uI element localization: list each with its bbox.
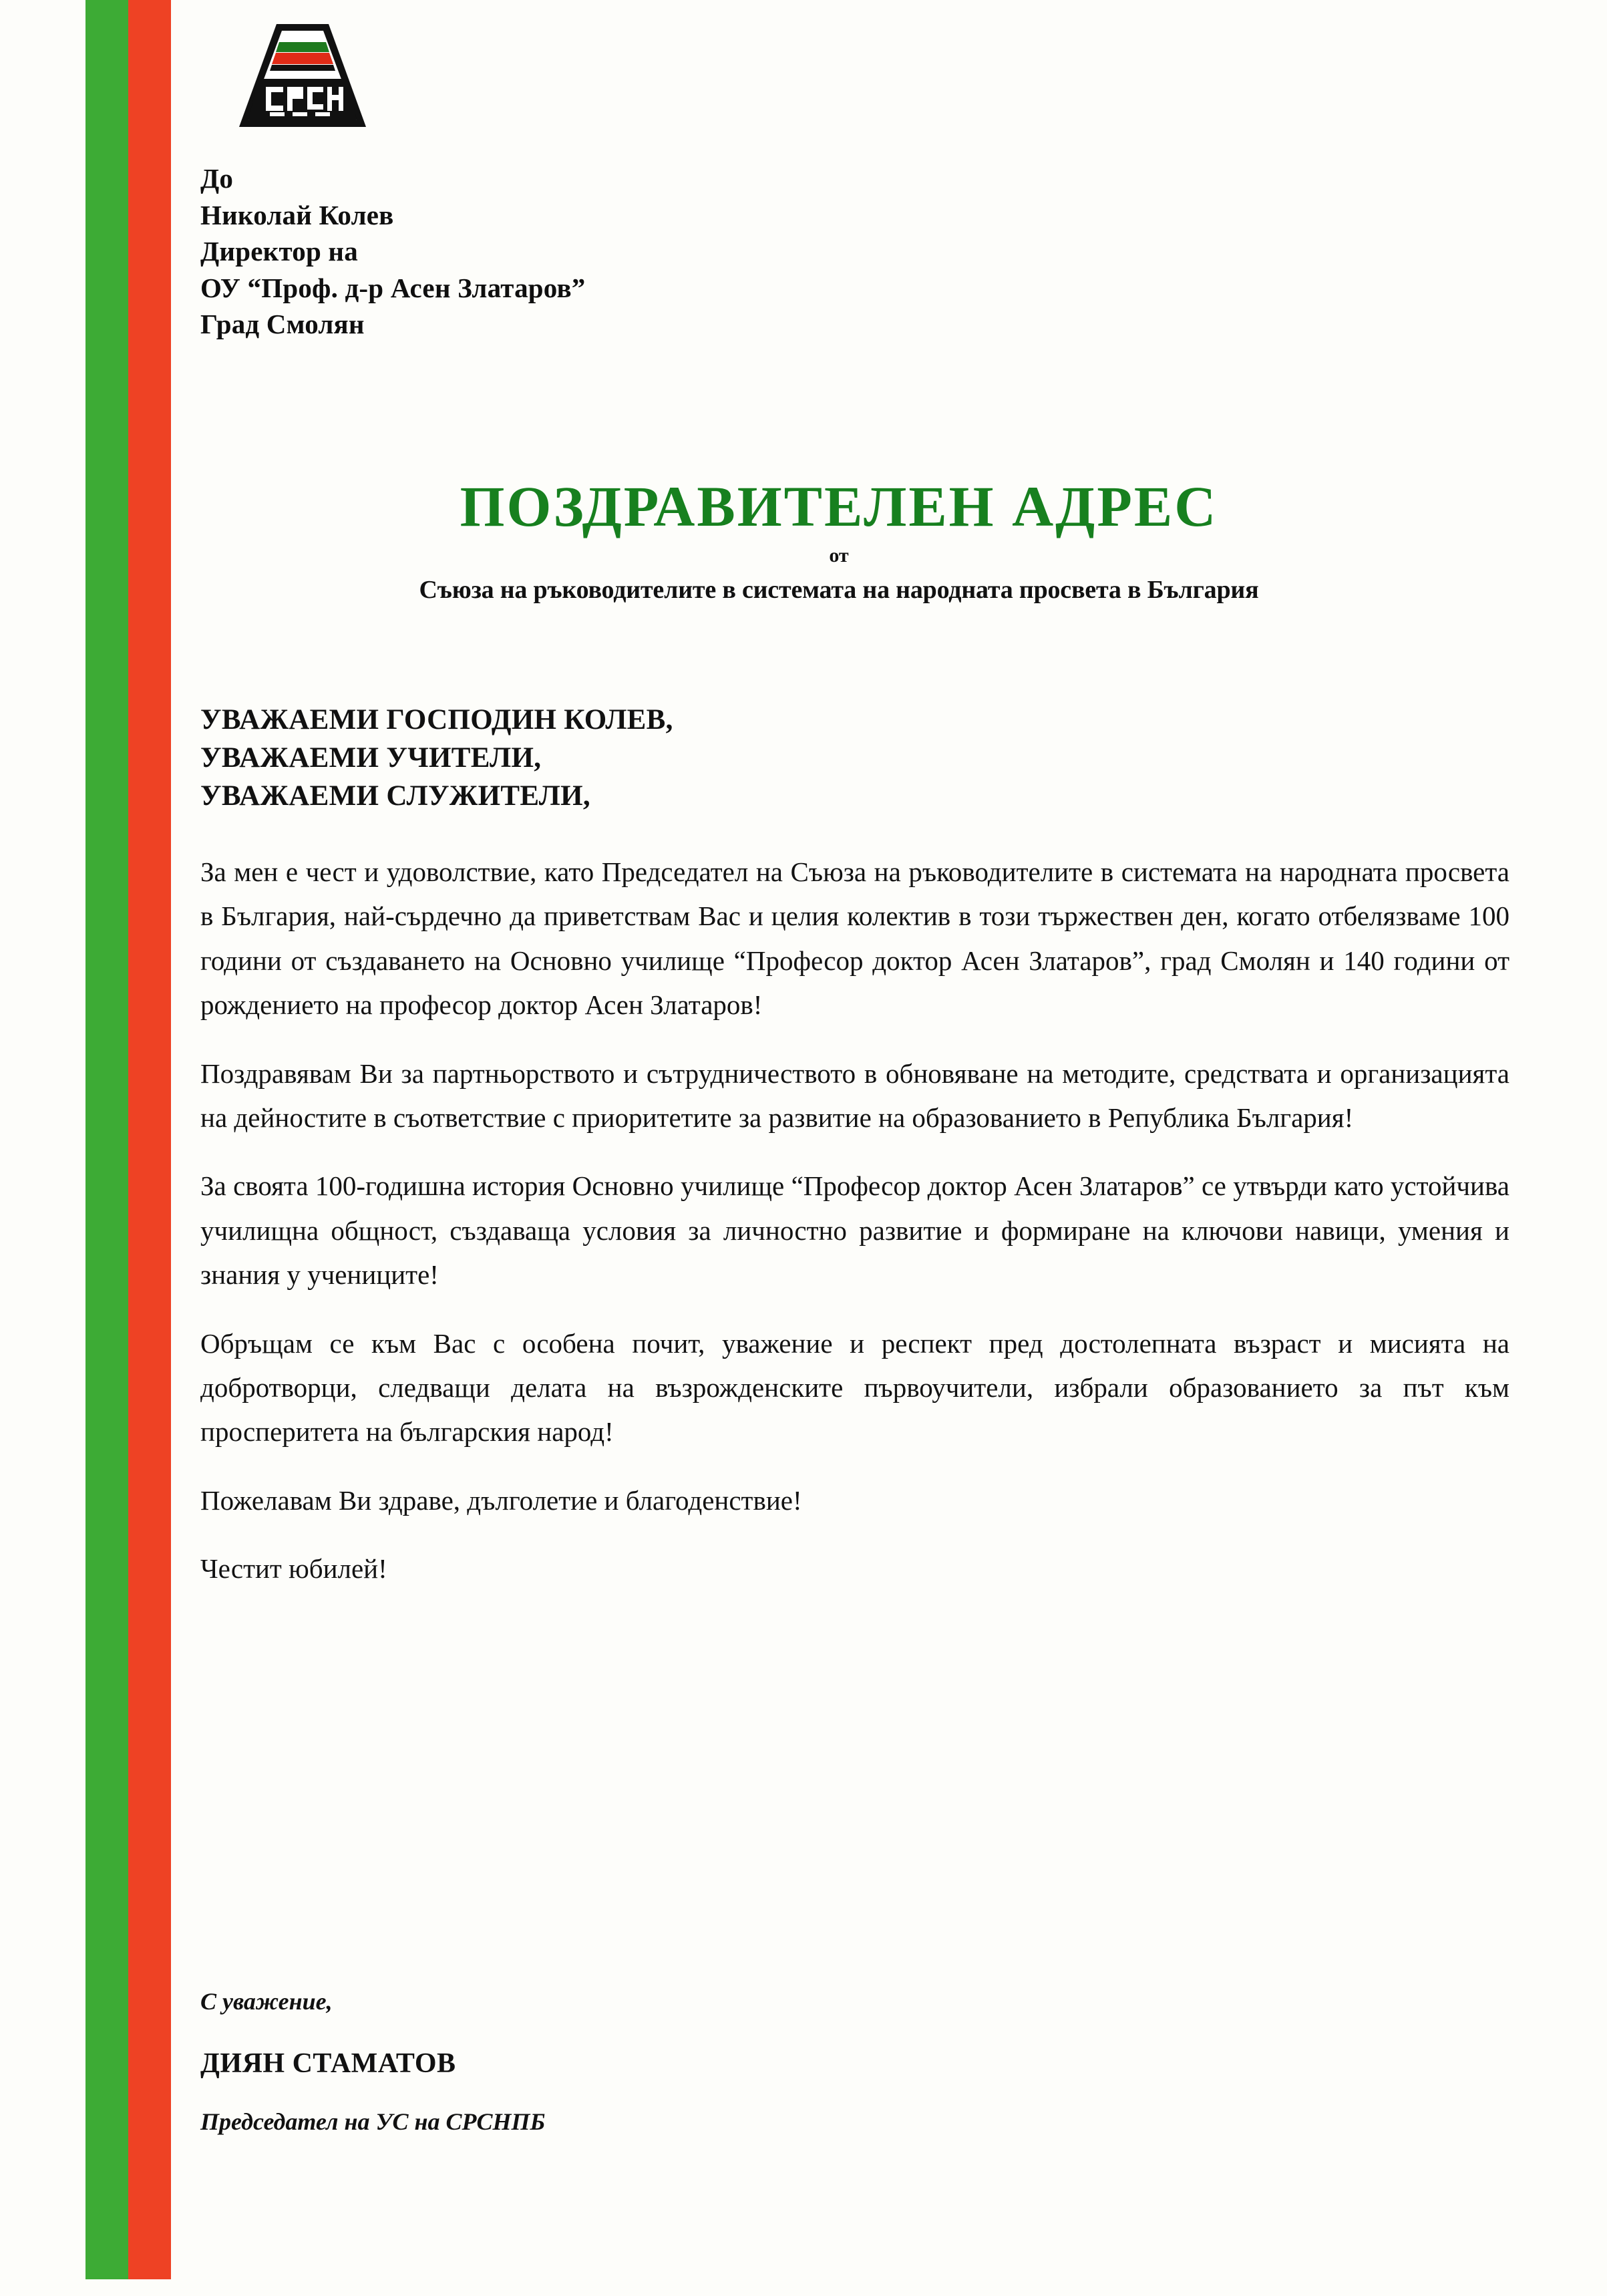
regards-line: С уважение,: [200, 1988, 333, 2015]
addressee-line-5: Град Смолян: [200, 309, 365, 340]
body-copy: [200, 850, 1509, 1615]
body-paragraph-1: За мен е чест и удоволствие, като Председател на Съюза на ръководителите в системата на народната просвета в България, най-сърдечно да приветствам Вас и целия колектив в този тържествен ден, когато отбелязваме 100 години от създаването на Основно училище “Професор доктор Асен Златаров”, град Смолян и 140 години от рождението на професор доктор Асен Златаров!: [200, 856, 1509, 1021]
salutation-line-1: УВАЖАЕМИ ГОСПОДИН КОЛЕВ,: [200, 704, 673, 735]
srsnpb-logo-icon: [235, 15, 369, 135]
addressee-line-2: Николай Колев: [200, 199, 394, 230]
red-stripe: [128, 0, 171, 2279]
body-paragraph-6: Честит юбилей!: [200, 1553, 387, 1585]
body-paragraph-4: Обръщам се към Вас с особена почит, уважение и респект пред достолепната възраст и мисията на добротворци, следващи делата на възрожденските първоучители, избрали образованието за път към просперитета на българския народ!: [200, 1327, 1509, 1448]
body-paragraph-3: За своята 100-годишна история Основно училище “Професор доктор Асен Златаров” се утвърди като устойчива училищна общност, създаваща условия за личностно развитие и формиране на ключови навици, умения и знания у учениците!: [200, 1170, 1509, 1291]
title-block: [171, 474, 1507, 605]
addressee-line-3: Директор на: [200, 236, 358, 267]
salutation-block: [200, 701, 1469, 815]
addressee-line-4: ОУ “Проф. д-р Асен Златаров”: [200, 272, 586, 303]
addressee-block: [200, 160, 1135, 343]
addressee-line-1: До: [200, 163, 234, 194]
issuing-organization: Съюза на ръководителите в системата на народната просвета в България: [419, 576, 1259, 604]
salutation-line-2: УВАЖАЕМИ УЧИТЕЛИ,: [200, 742, 542, 774]
signer-role: Председател на УС на СРСНПБ: [200, 2108, 546, 2135]
signoff-block: [200, 1987, 1135, 2136]
green-stripe: [85, 0, 128, 2279]
from-label: от: [829, 544, 849, 566]
body-paragraph-5: Пожелавам Ви здраве, дълголетие и благоденствие!: [200, 1484, 802, 1516]
salutation-line-3: УВАЖАЕМИ СЛУЖИТЕЛИ,: [200, 780, 590, 812]
signer-name: ДИЯН СТАМАТОВ: [200, 2048, 456, 2079]
page-title: ПОЗДРАВИТЕЛЕН АДРЕС: [460, 474, 1218, 538]
body-paragraph-2: Поздравявам Ви за партньорството и сътрудничеството в обновяване на методите, средствата и организацията на дейностите в съответствие с приоритетите за развитие на образованието в Република България!: [200, 1057, 1509, 1134]
flag-stripes: [85, 0, 171, 2279]
